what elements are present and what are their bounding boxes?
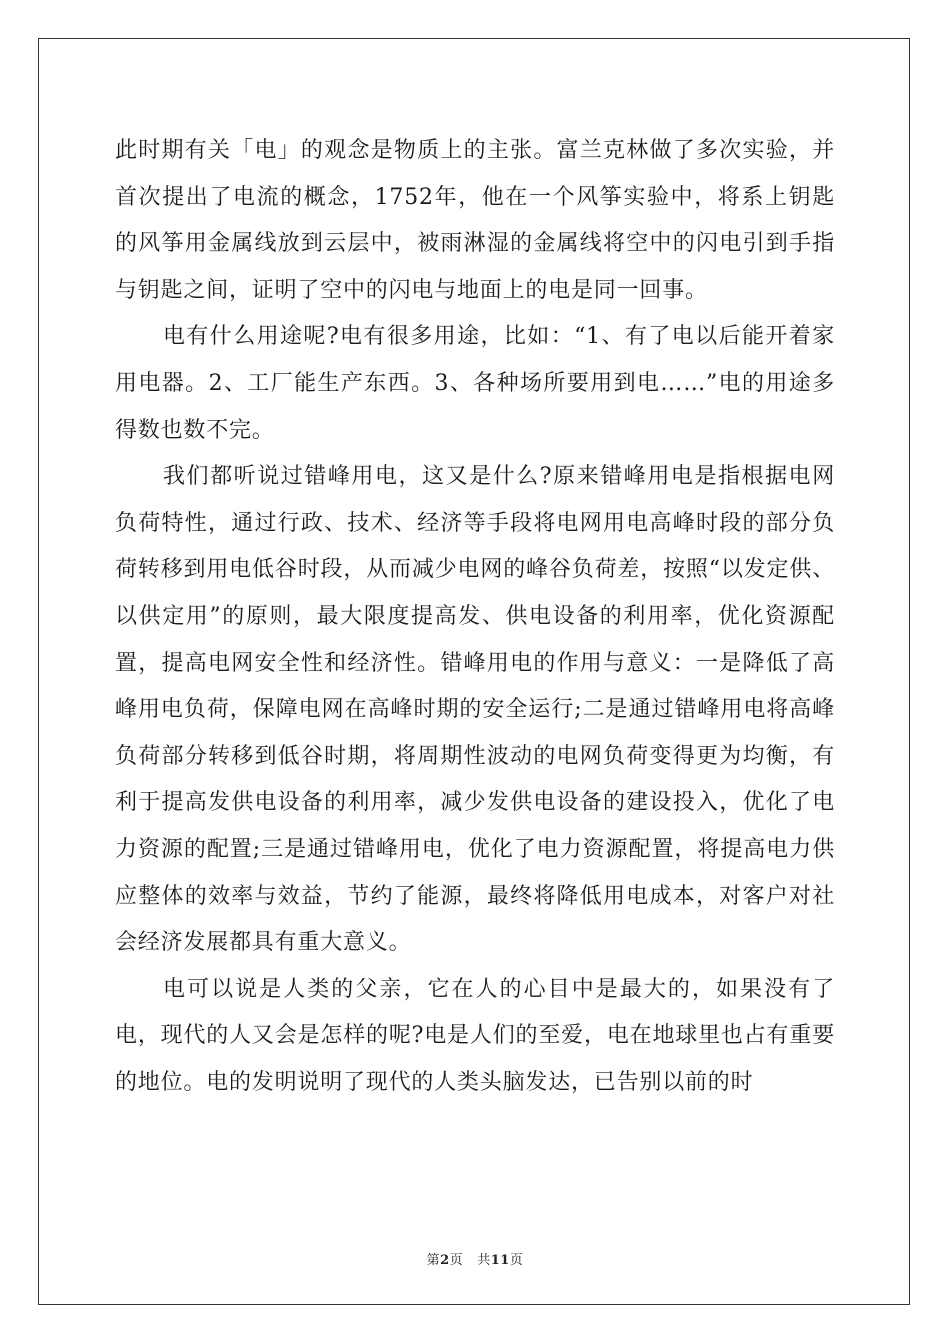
total-prefix: 共 <box>477 1253 491 1268</box>
paragraph-1: 此时期有关「电」的观念是物质上的主张。富兰克林做了多次实验，并首次提出了电流的概念，1752年，他在一个风筝实验中，将系上钥匙的风筝用金属线放到云层中，被雨淋湿的金属线将空中的闪电引到手指与钥匙之间，证明了空中的闪电与地面上的电是同一回事。 <box>115 138 835 303</box>
page-prefix: 第 <box>426 1253 441 1268</box>
page-number: 2 <box>440 1253 450 1268</box>
page-footer <box>0 1249 950 1268</box>
document-body <box>115 128 835 1106</box>
page-suffix: 页 <box>449 1253 464 1268</box>
paragraph-3: 我们都听说过错峰用电，这又是什么?原来错峰用电是指根据电网负荷特性，通过行政、技术、经济等手段将电网用电高峰时段的部分负荷转移到用电低谷时段，从而减少电网的峰谷负荷差，按照“以发定供、以供定用”的原则，最大限度提高发、供电设备的利用率，优化资源配置，提高电网安全性和经济性。错峰用电的作用与意义：一是降低了高峰用电负荷，保障电网在高峰时期的安全运行;二是通过错峰用电将高峰负荷部分转移到低谷时期，将周期性波动的电网负荷变得更为均衡，有利于提高发供电设备的利用率，减少发供电设备的建设投入，优化了电力资源的配置;三是通过错峰用电，优化了电力资源配置，将提高电力供应整体的效率与效益，节约了能源，最终将降低用电成本，对客户对社会经济发展都具有重大意义。 <box>115 464 835 956</box>
total-suffix: 页 <box>509 1253 524 1268</box>
paragraph-2: 电有什么用途呢?电有很多用途，比如：“1、有了电以后能开着家用电器。2、工厂能生产东西。3、各种场所要用到电……”电的用途多得数也数不完。 <box>115 324 835 443</box>
paragraph-4: 电可以说是人类的父亲，它在人的心目中是最大的，如果没有了电，现代的人又会是怎样的呢?电是人们的至爱，电在地球里也占有重要的地位。电的发明说明了现代的人类头脑发达，已告别以前的时 <box>115 976 835 1095</box>
total-pages: 11 <box>490 1253 510 1268</box>
